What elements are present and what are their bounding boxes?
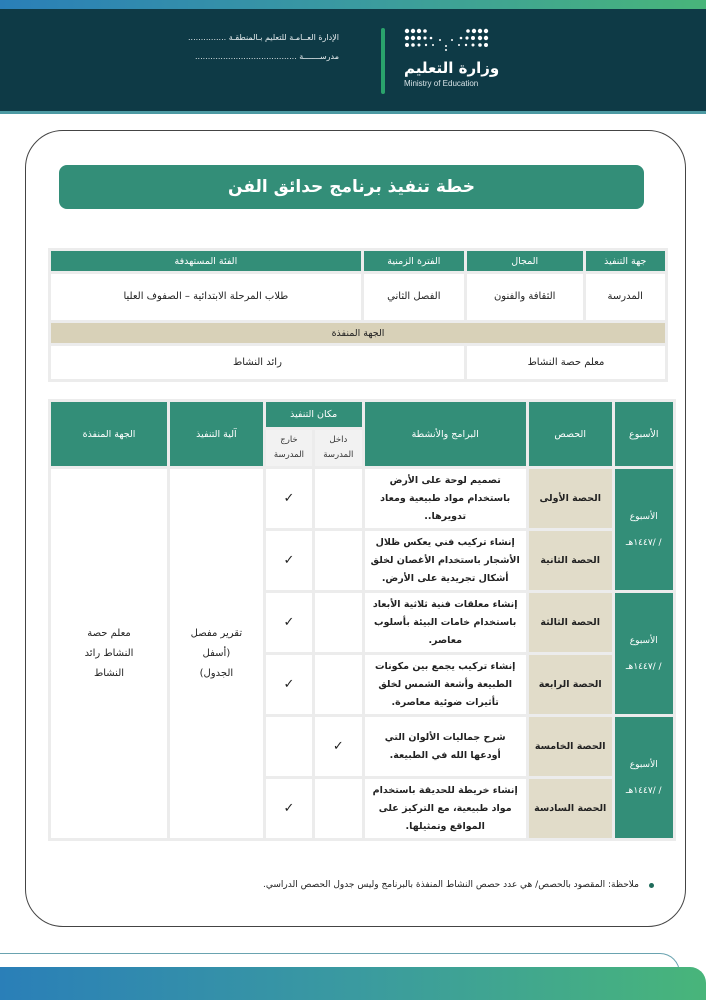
- check-mark-icon: ✓: [283, 553, 295, 568]
- inside-check: [315, 717, 361, 776]
- header-outside-school: خارج المدرسة: [266, 430, 312, 466]
- info-header-field: المجال: [467, 251, 583, 271]
- week-date: / /١٤٤٧هـ: [625, 661, 662, 672]
- mechanism-cell: تقرير مفصل (أسفل الجدول): [170, 469, 263, 838]
- inside-check: [315, 655, 361, 714]
- program-info-table: [48, 248, 668, 382]
- logo-dots-icon: [404, 28, 489, 52]
- header-place: مكان التنفيذ: [266, 402, 362, 427]
- header-mechanism: آلية التنفيذ: [170, 402, 263, 466]
- executor-cell: معلم حصة النشاط رائد النشاط: [51, 469, 167, 838]
- header-week: الأسبوع: [615, 402, 673, 466]
- bullet-icon: [649, 883, 654, 888]
- header-activities: البرامج والأنشطة: [365, 402, 526, 466]
- outside-check: [266, 717, 312, 776]
- footnote: [263, 880, 654, 890]
- session-cell: الحصة الخامسة: [529, 717, 612, 776]
- info-value-field: الثقافة والفنون: [467, 274, 583, 320]
- week-cell: [615, 717, 673, 838]
- session-cell: الحصة السادسة: [529, 779, 612, 838]
- check-mark-icon: ✓: [283, 615, 295, 630]
- info-header-executing-body: جهة التنفيذ: [586, 251, 665, 271]
- footnote-text: ملاحظة: المقصود بالحصص/ هي عدد حصص النشاط المنفذة بالبرنامج وليس جدول الحصص الدراسي.: [263, 880, 639, 890]
- inside-check: [315, 593, 361, 652]
- header-sessions: الحصص: [529, 402, 612, 466]
- session-cell: الحصة الثالثة: [529, 593, 612, 652]
- outside-check: [266, 531, 312, 590]
- outside-check: [266, 469, 312, 528]
- info-header-period: الفترة الزمنية: [364, 251, 464, 271]
- week-label: الأسبوع: [629, 511, 658, 522]
- check-mark-icon: ✓: [283, 491, 295, 506]
- check-mark-icon: ✓: [283, 801, 295, 816]
- header-inside-school: داخل المدرسة: [315, 430, 361, 466]
- week-date: / /١٤٤٧هـ: [625, 537, 662, 548]
- week-label: الأسبوع: [629, 759, 658, 770]
- check-mark-icon: ✓: [332, 739, 344, 754]
- inside-check: [315, 531, 361, 590]
- activity-cell: شرح جماليات الألوان التي أودعها الله في الطبيعة.: [365, 717, 526, 776]
- info-value-executing-body: المدرسة: [586, 274, 665, 320]
- logo-english-text: Ministry of Education: [404, 79, 479, 88]
- execution-plan-table: [48, 399, 676, 841]
- session-cell: الحصة الثانية: [529, 531, 612, 590]
- activity-cell: إنشاء تركيب فني يعكس ظلال الأشجار باستخدام الأغصان لخلق أشكال تجريدية على الأرض.: [365, 531, 526, 590]
- footer-gradient-bar: [0, 967, 706, 1000]
- week-cell: [615, 593, 673, 714]
- outside-check: [266, 593, 312, 652]
- education-department-line: الإدارة العــامـة للتعليم بـالمنطقـة ...............: [188, 33, 339, 42]
- inside-check: [315, 469, 361, 528]
- info-value-target-group: طلاب المرحلة الابتدائية – الصفوف العليا: [51, 274, 361, 320]
- inside-check: [315, 779, 361, 838]
- activity-cell: إنشاء معلقات فنية ثلاثية الأبعاد باستخدام خامات البيئة بأسلوب معاصر.: [365, 593, 526, 652]
- activity-cell: إنشاء خريطة للحديقة باستخدام مواد طبيعية، مع التركيز على المواقع وتمثيلها.: [365, 779, 526, 838]
- page-header: [0, 9, 706, 113]
- logo-arabic-text: وزارة التعليم: [404, 59, 500, 77]
- executor-activity-teacher: معلم حصة النشاط: [467, 346, 665, 379]
- page-title: خطة تنفيذ برنامج حدائق الفن: [59, 165, 644, 209]
- ministry-logo: [398, 22, 498, 92]
- executor-activity-leader: رائد النشاط: [51, 346, 464, 379]
- top-gradient-strip: [0, 0, 706, 9]
- session-cell: الحصة الرابعة: [529, 655, 612, 714]
- week-date: / /١٤٤٧هـ: [625, 785, 662, 796]
- table-row: [51, 469, 673, 528]
- executor-band: الجهة المنفذة: [51, 323, 665, 343]
- info-header-target-group: الفئة المستهدفة: [51, 251, 361, 271]
- week-label: الأسبوع: [629, 635, 658, 646]
- school-line: مدرســـــــة ........................................: [194, 52, 339, 61]
- activity-cell: تصميم لوحة على الأرض باستخدام مواد طبيعية ومعاد تدويرها..: [365, 469, 526, 528]
- header-executor: الجهة المنفذة: [51, 402, 167, 466]
- header-divider: [0, 111, 706, 114]
- session-cell: الحصة الأولى: [529, 469, 612, 528]
- check-mark-icon: ✓: [283, 677, 295, 692]
- info-value-period: الفصل الثاني: [364, 274, 464, 320]
- outside-check: [266, 655, 312, 714]
- week-cell: [615, 469, 673, 590]
- outside-check: [266, 779, 312, 838]
- activity-cell: إنشاء تركيب يجمع بين مكونات الطبيعة وأشعة الشمس لخلق تأثيرات ضوئية معاصرة.: [365, 655, 526, 714]
- header-green-divider: [381, 28, 385, 94]
